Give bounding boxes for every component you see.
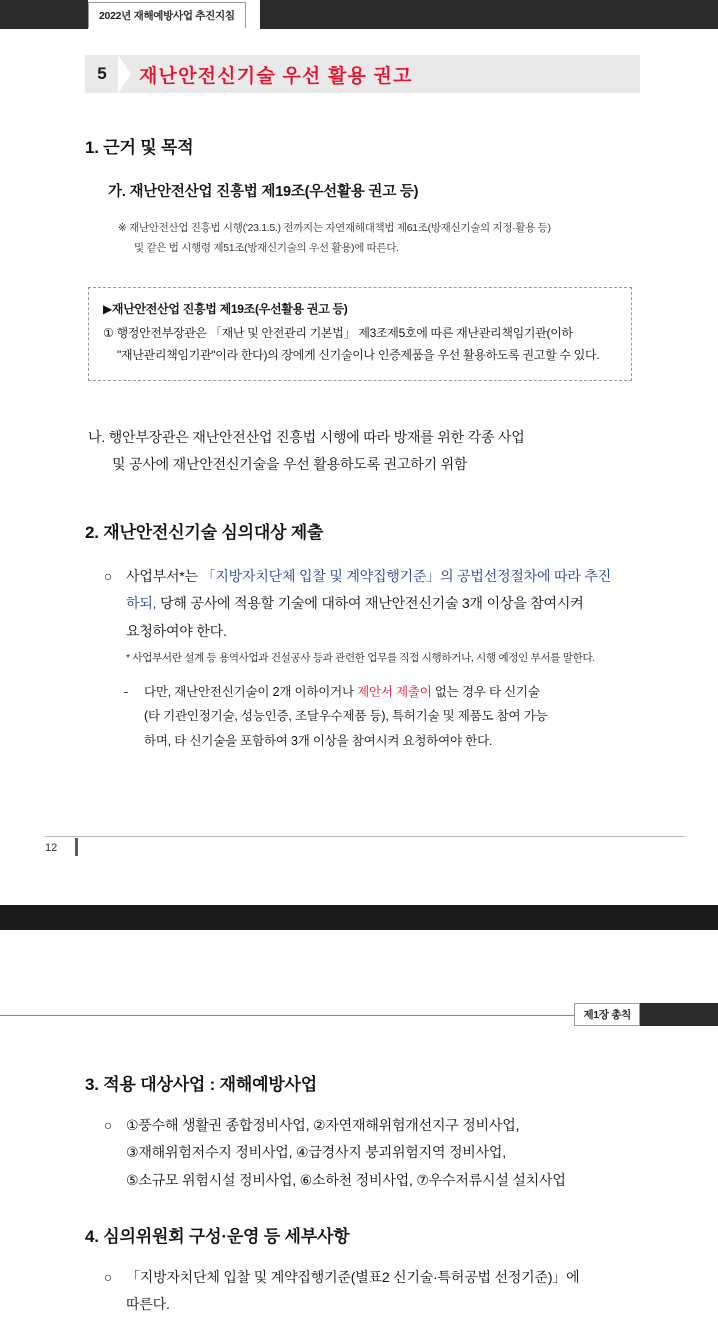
bullet-1-line2-plain: 당해 공사에 적용할 기술에 대하여 재난안전신기술 3개 이상을 참여시켜 [156,595,584,612]
document-page-2 [0,930,718,1327]
section-2-subbullet [124,680,640,753]
bullet-1-text-a: 사업부서*는 [126,568,202,584]
chapter-title: 재난안전신기술 우선 활용 권고 [139,65,413,87]
subbullet-text-a: 다만, 재난안전신기술이 2개 이하이거나 [144,685,358,699]
running-header [0,0,718,30]
section-1-note-line-2: 및 같은 법 시행령 제51조(방재신기술의 우선 활용)에 따른다. [134,241,399,254]
running-head-label: 2022년 재해예방사업 추진지침 [99,10,235,22]
section-3-line-3: ⑤소규모 위험시설 정비사업, ⑥소하천 정비사업, ⑦우수저류시설 설치사업 [126,1171,566,1188]
section-1-note [118,219,643,259]
law-excerpt-box [88,287,632,381]
section-1-item-ga: 가. 재난안전산업 진흥법 제19조(우선활용 권고 등) [108,184,419,200]
subbullet-line-1 [144,680,640,704]
chapter-number: 5 [97,64,107,83]
running-head-tab [88,2,246,28]
subbullet-line-2: (타 기관인정기술, 성능인증, 조달우수제품 등), 특허기술 및 제품도 참여 가능 [144,709,548,724]
section-4-heading: 4. 심의위원회 구성·운영 등 세부사항 [85,1227,350,1246]
section-3-line-1: ①풍수해 생활권 종합정비사업, ②자연재해위험개선지구 정비사업, [126,1117,520,1133]
section-1-note-line-1: ※ 재난안전산업 진흥법 시행('23.1.5.) 전까지는 자연재해대책법 제61조(방재신기술의 지정·활용 등) [118,222,551,234]
subbullet-marker: - [124,685,128,699]
bullet-1-text-blue: 「지방자치단체 입찰 및 계약집행기준」의 공법선정절차에 따라 추진 [201,568,612,584]
page-2-section-tab-label: 제1장 총칙 [583,1009,631,1021]
page-number: 12 [45,842,58,854]
section-1-item-na [88,424,636,479]
footer-divider [45,836,685,837]
page-2-section-tab [574,1003,640,1026]
section-2-bullet-1-line-2 [126,590,644,617]
section-4-bullet [104,1264,649,1319]
section-4-bullet-marker: ○ [104,1269,113,1285]
section-4-line-1: 「지방자치단체 입찰 및 계약집행기준(별표2 신기술·특허공법 선정기준)」에 [126,1269,580,1285]
subbullet-line-3: 하며, 타 신기술을 포함하여 3개 이상을 참여시켜 요청하여야 한다. [144,733,493,748]
law-excerpt-line-2: "재난관리책임기관"이라 한다)의 장에게 신기술이나 인증제품을 우선 활용하도록 권고할 수 있다. [117,347,600,362]
law-excerpt-line-1: ① 행정안전부장관은 「재난 및 안전관리 기본법」 제3조제5호에 따른 재난관리책임기관(이하 [103,326,573,340]
section-1-item-na-line-1: 나. 행안부장관은 재난안전산업 진흥법 시행에 따라 방재를 위한 각종 사업 [88,429,525,445]
section-2-bullet-1-line-1 [126,563,644,590]
section-3-bullet-marker: ○ [104,1117,113,1133]
section-2-heading: 2. 재난안전신기술 심의대상 제출 [85,523,324,542]
chapter-banner [85,55,640,93]
subbullet-text-red: 제안서 제출이 [357,685,432,699]
page-separator [0,905,718,930]
section-4-line-2: 따른다. [126,1296,170,1313]
header-left-bar [0,0,88,29]
section-1-heading: 1. 근거 및 목적 [85,138,194,157]
banner-arrow-icon [118,55,131,93]
law-excerpt-body [103,323,617,366]
subbullet-text-b: 없는 경우 타 신기술 [431,685,540,699]
section-2-bullet-1 [104,563,644,645]
header-right-bar [260,0,718,29]
section-3-line-2: ③재해위험저수지 정비사업, ④급경사지 붕괴위험지역 정비사업, [126,1144,506,1161]
page-2-header-right-bar [640,1003,718,1026]
bullet-marker: ○ [104,568,113,584]
law-excerpt-title: ▶재난안전산업 진흥법 제19조(우선활용 권고 등) [103,302,348,316]
section-3-heading: 3. 적용 대상사업 : 재해예방사업 [85,1075,317,1094]
section-2-footnote: * 사업부서란 설계 등 용역사업과 건설공사 등과 관련한 업무를 직접 시행하거나, 시행 예정인 부서를 말한다. [126,652,595,664]
page-number-bar [75,838,78,856]
bullet-1-line2-blue: 하되, [126,595,157,612]
section-2-bullet-1-line-3: 요청하여야 한다. [126,622,227,639]
section-3-bullet [104,1112,649,1194]
section-1-item-na-line-2: 및 공사에 재난안전신기술을 우선 활용하도록 권고하기 위함 [112,456,468,473]
